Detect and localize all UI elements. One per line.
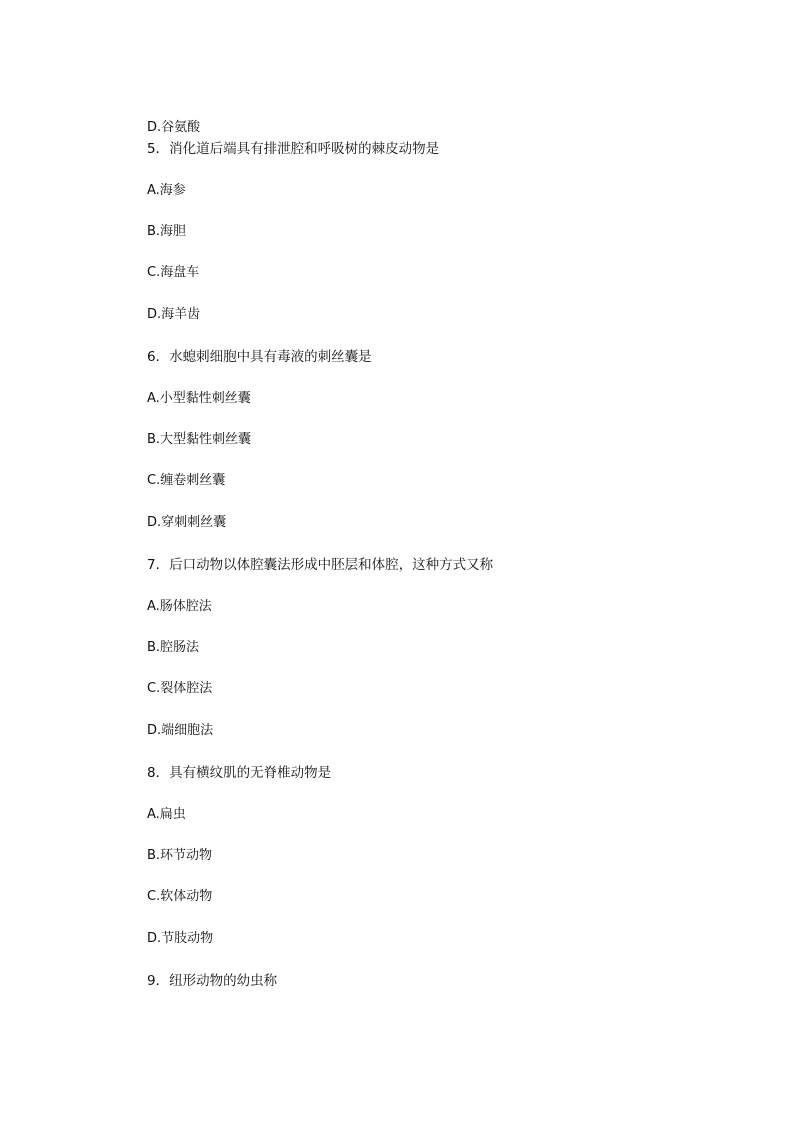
question-line: 5．消化道后端具有排泄腔和呼吸树的棘皮动物是 xyxy=(147,141,440,157)
option-line: B.腔肠法 xyxy=(147,640,200,655)
option-line: C.裂体腔法 xyxy=(147,681,213,696)
question-line: 6．水螅刺细胞中具有毒液的刺丝囊是 xyxy=(147,349,372,365)
option-line: B.海胆 xyxy=(147,224,187,239)
question-line: 7．后口动物以体腔囊法形成中胚层和体腔，这种方式又称 xyxy=(147,557,494,573)
option-line: A.海参 xyxy=(147,183,186,198)
option-line: D.穿刺刺丝囊 xyxy=(147,515,227,530)
option-line: D.海羊齿 xyxy=(147,307,201,322)
option-line: C.缠卷刺丝囊 xyxy=(147,473,226,488)
option-line: A.肠体腔法 xyxy=(147,599,212,614)
option-line: C.海盘车 xyxy=(147,265,200,280)
option-line: B.大型黏性刺丝囊 xyxy=(147,432,252,447)
option-line: A.扁虫 xyxy=(147,807,186,822)
option-line: D.谷氨酸 xyxy=(147,120,201,135)
option-line: D.端细胞法 xyxy=(147,723,214,738)
question-line: 9．纽形动物的幼虫称 xyxy=(147,973,278,989)
option-line: B.环节动物 xyxy=(147,848,213,863)
option-line: C.软体动物 xyxy=(147,889,213,904)
option-line: D.节肢动物 xyxy=(147,931,214,946)
option-line: A.小型黏性刺丝囊 xyxy=(147,391,251,406)
question-line: 8．具有横纹肌的无脊椎动物是 xyxy=(147,765,332,781)
